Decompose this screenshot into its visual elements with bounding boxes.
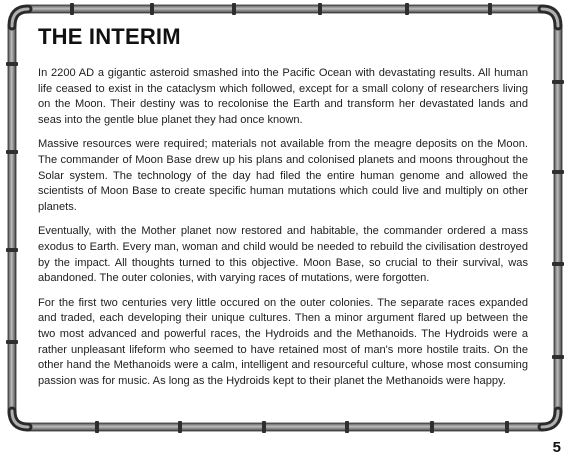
story-paragraph: For the first two centuries very little occured on the outer colonies. The separate races expanded and traded, each developing their unique cultures. Then a minor argument flared up between the two most advanced and powerful races, the Hydroids and the Methanoids. The Hydroids were a rather unpleasant lifeform who seemed to have retained most of man's more hostile traits. On the other hand the Methanoids were a calm, intelligent and resourceful culture, whose most consuming passion was for music. As long as the Hydroids kept to their planet the Methanoids were happy. — [38, 296, 528, 387]
frame-coupler — [178, 421, 182, 433]
frame-coupler — [150, 3, 154, 15]
manual-page-content — [38, 24, 528, 398]
story-paragraph: Massive resources were required; materials not available from the meagre deposits on the Moon. The commander of Moon Base drew up his plans and colonised planets and moons throughout the Solar system. The technology of the day had filed the entire human genome and allowed the scientists of Moon Base to create specific human mutations which could live and multiply on other planets. — [38, 138, 528, 213]
frame-coupler — [405, 3, 409, 15]
frame-coupler — [552, 262, 564, 266]
frame-bottom-pipe — [24, 423, 546, 431]
frame-coupler — [232, 3, 236, 15]
story-paragraph: In 2200 AD a gigantic asteroid smashed into the Pacific Ocean with devastating results. All human life ceased to exist in the cataclysm which followed, except for a small colony of researchers living on the Moon. Their destiny was to recolonise the Earth and transform her devastated lands and seas into the gentle blue planet they had once known. — [38, 67, 528, 126]
page-title: THE INTERIM — [38, 24, 181, 49]
frame-coupler — [262, 421, 266, 433]
story-paragraph: Eventually, with the Mother planet now restored and habitable, the commander ordered a mass exodus to Earth. Every man, woman and child would be needed to rebuild the civilisation destroyed by the impact. All thoughts turned to this objective. Moon Base, so crucial to their survival, was abandoned. The outer colonies, with varying races of mutations, were forgotten. — [38, 225, 528, 285]
frame-coupler — [6, 62, 18, 66]
frame-coupler — [318, 3, 322, 15]
page-number: 5 — [552, 439, 561, 456]
frame-coupler — [430, 421, 434, 433]
frame-coupler — [6, 150, 18, 154]
frame-coupler — [552, 355, 564, 359]
frame-coupler — [6, 248, 18, 252]
frame-coupler — [70, 3, 74, 15]
frame-coupler — [552, 80, 564, 84]
frame-left-pipe — [8, 22, 16, 416]
frame-top-pipe — [24, 5, 546, 13]
frame-coupler — [552, 170, 564, 174]
frame-coupler — [345, 421, 349, 433]
frame-coupler — [6, 340, 18, 344]
frame-coupler — [505, 421, 509, 433]
frame-coupler — [95, 421, 99, 433]
frame-coupler — [488, 3, 492, 15]
